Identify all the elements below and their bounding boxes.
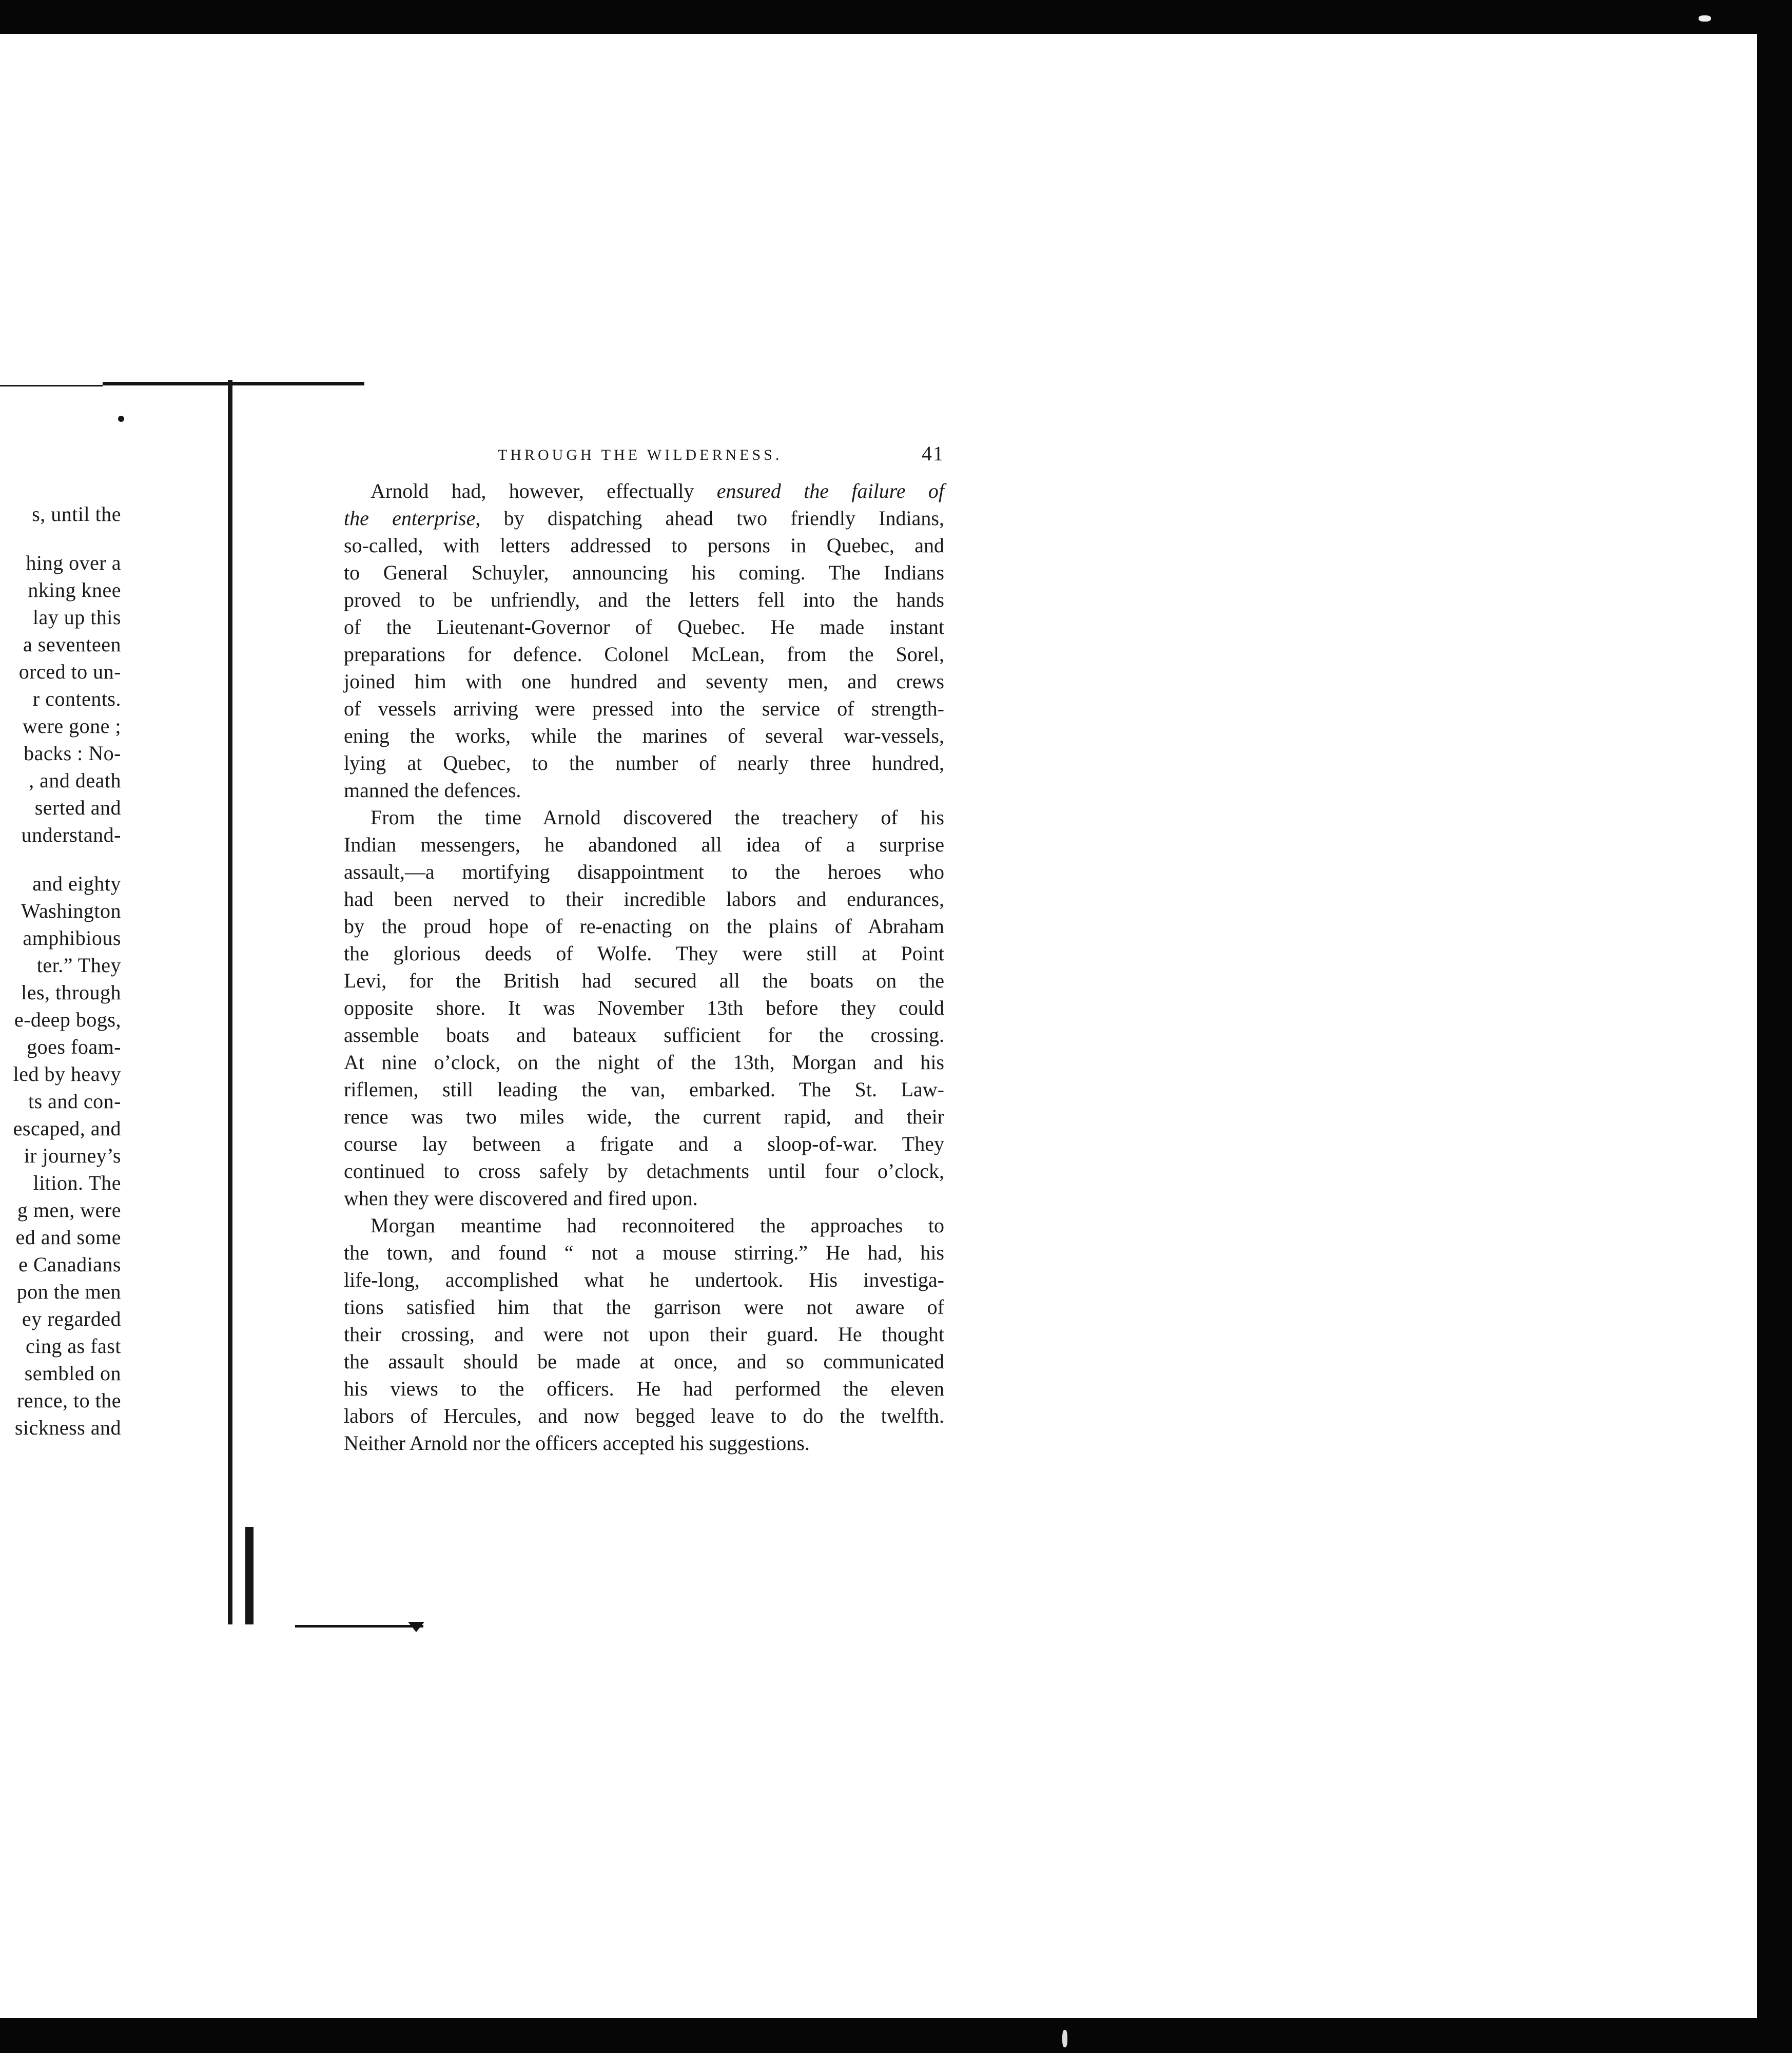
- line-text: tions satisfied him that the garrison were not aware of: [344, 1295, 944, 1319]
- paragraph: [344, 804, 944, 1212]
- line-text: manned the defences.: [344, 779, 521, 802]
- line-text: their crossing, and were not upon their guard. He thought: [344, 1323, 944, 1346]
- previous-page-line: sickness and: [14, 1416, 121, 1439]
- line-text: assemble boats and bateaux sufficient for the crossing.: [344, 1023, 944, 1047]
- previous-page-line: lition. The: [33, 1171, 121, 1194]
- top-crop-rule: [103, 382, 364, 385]
- italic-text: the enterprise: [344, 507, 476, 530]
- previous-page-line: serted and: [34, 796, 121, 819]
- text-line: [344, 749, 944, 777]
- line-text: Arnold had, however, effectually: [371, 479, 717, 502]
- bottom-crop-rule: [295, 1625, 423, 1628]
- text-line: [344, 1429, 944, 1457]
- text-line: [344, 1266, 944, 1293]
- text-line: [344, 831, 944, 858]
- text-line: [344, 1375, 944, 1402]
- text-line: [344, 695, 944, 722]
- text-line: [344, 505, 944, 532]
- paragraph: [344, 477, 944, 804]
- previous-page-line: ey regarded: [22, 1307, 121, 1330]
- running-head-title: THROUGH THE WILDERNESS.: [498, 447, 783, 463]
- previous-page-line: r contents.: [32, 687, 121, 710]
- previous-page-line: ed and some: [15, 1226, 121, 1249]
- text-line: [344, 1021, 944, 1049]
- text-line: [344, 532, 944, 559]
- text-line: [344, 1402, 944, 1429]
- text-line: [344, 1239, 944, 1266]
- text-line: [344, 641, 944, 668]
- previous-page-line: goes foam-: [27, 1035, 121, 1058]
- text-line: [344, 1130, 944, 1157]
- text-line: [344, 1212, 944, 1239]
- scan-border-bottom: [0, 2018, 1792, 2053]
- line-text: by the proud hope of re-enacting on the plains of Abraham: [344, 915, 944, 938]
- line-text: the glorious deeds of Wolfe. They were still at Point: [344, 942, 944, 965]
- previous-page-line: [0, 848, 121, 870]
- previous-page-line: were gone ;: [22, 714, 121, 738]
- text-line: [344, 967, 944, 994]
- line-text: Neither Arnold nor the officers accepted his suggestions.: [344, 1431, 810, 1455]
- text-line: [344, 804, 944, 831]
- previous-page-line: ter.” They: [36, 954, 121, 977]
- line-text: lying at Quebec, to the number of nearly three hundred,: [344, 751, 944, 774]
- text-line: [344, 994, 944, 1021]
- line-text: At nine o’clock, on the night of the 13th, Morgan and his: [344, 1051, 944, 1074]
- line-text: life-long, accomplished what he undertook. His investiga-: [344, 1268, 944, 1291]
- previous-page-line: s, until the: [32, 502, 121, 526]
- text-line: [344, 858, 944, 885]
- previous-page-line: pon the men: [16, 1280, 121, 1303]
- previous-page-line: , and death: [29, 769, 121, 792]
- previous-page-line: [0, 528, 121, 549]
- text-line: [344, 586, 944, 613]
- previous-page-line: understand-: [21, 823, 121, 846]
- line-text: , by dispatching ahead two friendly Indians,: [475, 507, 944, 530]
- previous-page-line: backs : No-: [24, 742, 121, 765]
- line-text: opposite shore. It was November 13th before they could: [344, 996, 944, 1019]
- line-text: continued to cross safely by detachments until four o’clock,: [344, 1159, 944, 1183]
- previous-page-line: amphibious: [23, 926, 121, 950]
- text-line: [344, 940, 944, 967]
- line-text: the town, and found “ not a mouse stirring.” He had, his: [344, 1241, 944, 1264]
- line-text: From the time Arnold discovered the treachery of his: [371, 806, 944, 829]
- previous-page-line: hing over a: [26, 551, 121, 574]
- text-line: [344, 1185, 944, 1212]
- text-line: [344, 1076, 944, 1103]
- previous-page-line: orced to un-: [18, 660, 121, 683]
- previous-page-line: escaped, and: [13, 1117, 121, 1140]
- italic-text: ensured the failure of: [716, 479, 944, 502]
- previous-page-line: g men, were: [17, 1198, 121, 1222]
- line-text: the assault should be made at once, and so communicated: [344, 1350, 944, 1373]
- body-text: [344, 477, 944, 1457]
- text-line: [344, 1293, 944, 1321]
- line-text: joined him with one hundred and seventy men, and crews: [344, 670, 944, 693]
- previous-page-line: ir journey’s: [24, 1144, 121, 1167]
- facing-page-rule: [0, 385, 103, 386]
- line-text: so-called, with letters addressed to persons in Quebec, and: [344, 534, 944, 557]
- line-text: course lay between a frigate and a sloop-of-war. They: [344, 1132, 944, 1155]
- page-number: 41: [922, 442, 944, 465]
- previous-page-line: lay up this: [32, 606, 121, 629]
- text-line: [344, 668, 944, 695]
- line-text: Morgan meantime had reconnoitered the approaches to: [371, 1214, 944, 1237]
- previous-page-line: sembled on: [24, 1362, 121, 1385]
- line-text: proved to be unfriendly, and the letters fell into the hands: [344, 588, 944, 611]
- previous-page-line: led by heavy: [13, 1062, 121, 1086]
- previous-page-line: nking knee: [28, 578, 121, 602]
- running-head: [344, 441, 944, 470]
- gutter-shadow: [245, 1527, 254, 1624]
- scan-border-right: [1757, 0, 1792, 2053]
- text-line: [344, 559, 944, 586]
- line-text: preparations for defence. Colonel McLean, from the Sorel,: [344, 643, 944, 666]
- previous-page-line: and eighty: [32, 872, 121, 895]
- previous-page-fragment: [0, 500, 121, 1450]
- line-text: ening the works, while the marines of several war-vessels,: [344, 724, 944, 747]
- crop-mark-arrow: [408, 1622, 424, 1632]
- previous-page-line: les, through: [21, 981, 121, 1004]
- line-text: assault,—a mortifying disappointment to the heroes who: [344, 860, 944, 883]
- line-text: of the Lieutenant-Governor of Quebec. He made instant: [344, 615, 944, 638]
- text-line: [344, 1049, 944, 1076]
- previous-page-line: rence, to the: [16, 1389, 121, 1412]
- previous-page-line: Washington: [21, 899, 121, 922]
- line-text: rence was two miles wide, the current rapid, and their: [344, 1105, 944, 1128]
- previous-page-line: cing as fast: [26, 1334, 121, 1358]
- previous-page-line: a seventeen: [23, 633, 121, 656]
- text-line: [344, 722, 944, 749]
- gutter-line: [228, 380, 232, 1624]
- text-line: [344, 1103, 944, 1130]
- previous-page-line: e Canadians: [18, 1253, 121, 1276]
- text-line: [344, 1321, 944, 1348]
- line-text: when they were discovered and fired upon.: [344, 1187, 698, 1210]
- text-line: [344, 613, 944, 641]
- ink-dot: [118, 416, 124, 422]
- text-line: [344, 1157, 944, 1185]
- text-line: [344, 885, 944, 913]
- text-line: [344, 777, 944, 804]
- line-text: his views to the officers. He had performed the eleven: [344, 1377, 944, 1400]
- previous-page-line: ts and con-: [28, 1090, 121, 1113]
- line-text: riflemen, still leading the van, embarked. The St. Law-: [344, 1078, 944, 1101]
- paragraph: [344, 1212, 944, 1457]
- previous-page-line: e-deep bogs,: [14, 1008, 121, 1031]
- line-text: Levi, for the British had secured all the boats on the: [344, 969, 944, 992]
- scan-border-top: [0, 0, 1792, 34]
- book-page: [344, 441, 944, 1457]
- line-text: had been nerved to their incredible labors and endurances,: [344, 887, 944, 911]
- text-line: [344, 913, 944, 940]
- scan-speck: [1062, 2030, 1067, 2047]
- text-line: [344, 477, 944, 505]
- text-line: [344, 1348, 944, 1375]
- line-text: to General Schuyler, announcing his coming. The Indians: [344, 561, 944, 584]
- line-text: labors of Hercules, and now begged leave to do the twelfth.: [344, 1404, 944, 1427]
- scan-speck: [1699, 15, 1711, 22]
- line-text: Indian messengers, he abandoned all idea of a surprise: [344, 833, 944, 856]
- line-text: of vessels arriving were pressed into the service of strength-: [344, 697, 944, 720]
